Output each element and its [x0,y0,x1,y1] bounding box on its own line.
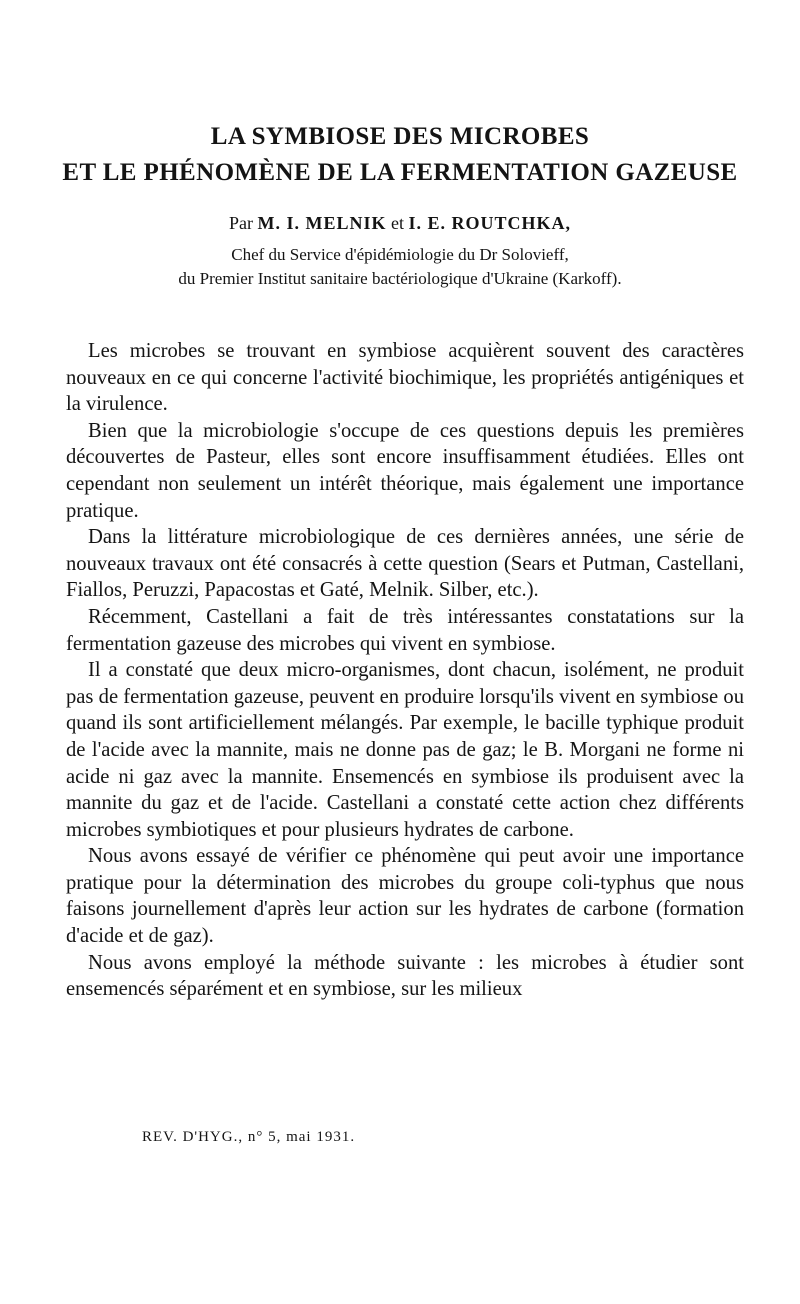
paragraph: Nous avons employé la méthode suivante : les microbes à étudier sont ensemencés séparément et en symbiose, sur les milieux [66,951,744,1001]
paragraph: Bien que la microbiologie s'occupe de ces questions depuis les premières découvertes de Pasteur, elles sont encore insuffisamment étudiées. Elles ont cependant non seulement un intérêt théorique, mais également une importance pratique. [66,419,744,522]
affiliation-line-1: Chef du Service d'épidémiologie du Dr Solovieff, [231,245,569,264]
article-body [66,338,744,1003]
byline [0,213,800,234]
article-title-line-2: ET LE PHÉNOMÈNE DE LA FERMENTATION GAZEUSE [62,159,738,186]
paragraph: Les microbes se trouvant en symbiose acquièrent souvent des caractères nouveaux en ce qui concerne l'activité biochimique, les propriétés antigéniques et la virulence. [66,340,744,416]
byline-par: Par [228,213,253,233]
author-1: M. I. MELNIK [257,213,387,233]
article-title-line-1: LA SYMBIOSE DES MICROBES [210,123,590,150]
paragraph: Dans la littérature microbiologique de ces dernières années, une série de nouveaux travaux ont été consacrés à cette question (Sears et Putman, Castellani, Fiallos, Peruzzi, Papacostas et Gaté, Melnik. Silber, etc.). [66,526,744,602]
paragraph: Il a constaté que deux micro-organismes, dont chacun, isolément, ne produit pas de fermentation gazeuse, peuvent en produire lorsqu'ils vivent en symbiose ou quand ils sont artificiellement mélangés. Par exemple, le bacille typhique produit de l'acide avec la mannite, mais ne donne pas de gaz; le B. Morgani ne forme ni acide ni gaz avec la mannite. Ensemencés en symbiose ils produisent avec la mannite du gaz et de l'acide. Castellani a constaté cette action chez différents microbes symbiotiques et pour plusieurs hydrates de carbone. [66,659,744,841]
journal-reference-footer: REV. D'HYG., n° 5, mai 1931. [142,1129,356,1145]
paragraph: Récemment, Castellani a fait de très intéressantes constatations sur la fermentation gazeuse des microbes qui vivent en symbiose. [66,605,744,655]
author-2: I. E. ROUTCHKA, [408,213,571,233]
paragraph: Nous avons essayé de vérifier ce phénomène qui peut avoir une importance pratique pour la détermination des microbes du groupe coli-typhus que nous faisons journellement d'après leur action sur les hydrates de carbone (formation d'acide et de gaz). [66,845,744,948]
affiliation-line-2: du Premier Institut sanitaire bactériologique d'Ukraine (Karkoff). [178,269,622,288]
byline-et: et [390,213,404,233]
